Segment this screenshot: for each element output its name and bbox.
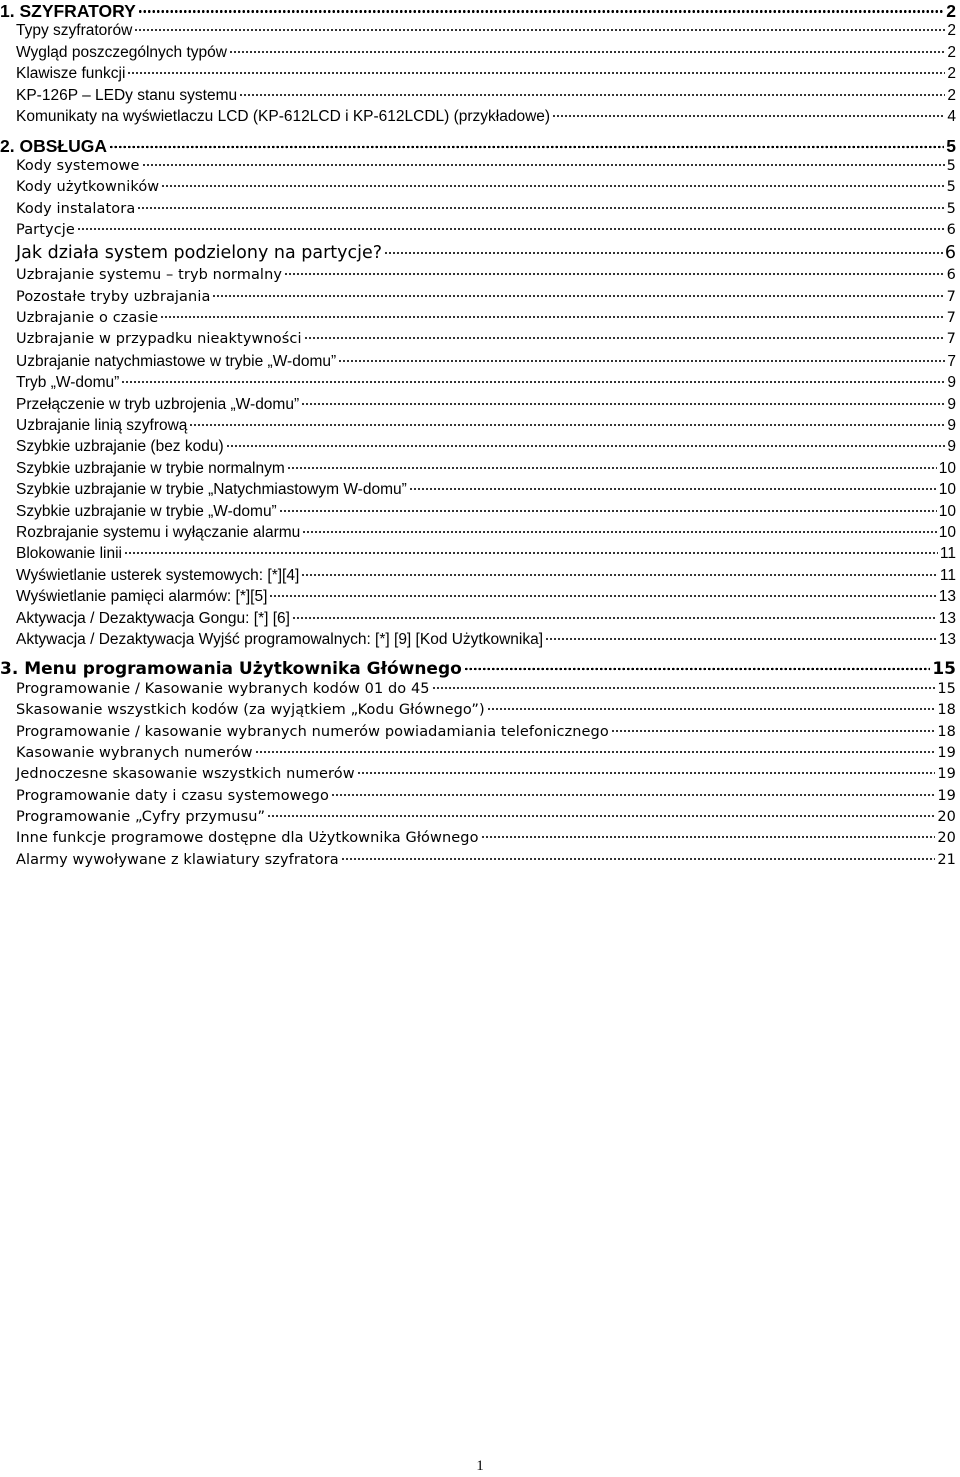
toc-entry-title: Programowanie daty i czasu systemowego — [16, 787, 329, 804]
toc-entry-title: Programowanie / kasowanie wybranych numerów powiadamiania telefonicznego — [16, 723, 609, 740]
toc-entry[interactable] — [0, 766, 958, 787]
toc-entry[interactable] — [0, 267, 958, 288]
toc-entry-title: Rozbrajanie systemu i wyłączanie alarmu — [16, 523, 301, 541]
toc-entry[interactable] — [0, 830, 958, 851]
toc-entry[interactable] — [0, 588, 958, 609]
toc-entry[interactable] — [0, 724, 958, 745]
toc-entry-title: Pozostałe tryby uzbrajania — [16, 288, 211, 305]
toc-entry-title: 2. OBSŁUGA — [0, 136, 107, 157]
dot-leader — [121, 380, 945, 384]
dot-leader — [161, 184, 944, 188]
toc-entry-title: Aktywacja / Dezaktywacja Wyjść programowalnych: [*] [9] [Kod Użytkownika] — [16, 630, 544, 648]
dot-leader — [284, 272, 945, 276]
toc-entry[interactable] — [0, 788, 958, 809]
toc-entry-title: Wyświetlanie pamięci alarmów: [*][5] — [16, 588, 268, 606]
dot-leader — [301, 573, 938, 577]
toc-page-number: 18 — [937, 723, 956, 740]
toc-page-number: 2 — [947, 86, 956, 104]
dot-leader — [331, 793, 935, 797]
dot-leader — [287, 466, 937, 470]
toc-entry-title: Skasowanie wszystkich kodów (za wyjątkiem „Kodu Głównego”) — [16, 702, 485, 719]
toc-entry-title: Szybkie uzbrajanie w trybie „Natychmiastowym W-domu” — [16, 481, 407, 499]
dot-leader — [301, 402, 945, 406]
toc-entry-title: Inne funkcje programowe dostępne dla Użytkownika Głównego — [16, 830, 479, 847]
toc-entry[interactable] — [0, 243, 958, 267]
dot-leader — [229, 50, 945, 54]
toc-page-number: 5 — [946, 157, 956, 174]
toc-entry[interactable] — [0, 44, 958, 65]
toc-entry[interactable] — [0, 809, 958, 830]
toc-page-number: 7 — [946, 288, 956, 305]
toc-entry[interactable] — [0, 852, 958, 873]
dot-leader — [384, 251, 943, 255]
toc-page-number: 10 — [938, 481, 956, 499]
toc-page-number: 9 — [947, 417, 956, 435]
toc-entry[interactable] — [0, 331, 958, 352]
toc-entry-title: Jednoczesne skasowanie wszystkich numerów — [16, 766, 355, 783]
dot-leader — [142, 163, 945, 167]
toc-entry-title: Jak działa system podzielony na partycje? — [16, 243, 383, 264]
dot-leader — [292, 616, 937, 620]
dot-leader — [269, 594, 936, 598]
toc-entry[interactable] — [0, 567, 958, 588]
toc-page-number: 21 — [937, 851, 956, 868]
dot-leader — [160, 315, 944, 319]
toc-entry[interactable] — [0, 310, 958, 331]
toc-entry-title: Tryb „W-domu” — [16, 374, 120, 392]
toc-entry-title: Programowanie / Kasowanie wybranych kodów 01 do 45 — [16, 680, 430, 697]
toc-entry[interactable] — [0, 610, 958, 631]
toc-entry-title: KP-126P – LEDy stanu systemu — [16, 86, 238, 104]
page-number-footer: 1 — [476, 1458, 484, 1474]
toc-entry[interactable] — [0, 158, 958, 179]
toc-page-number: 9 — [947, 374, 956, 392]
dot-leader — [341, 857, 936, 861]
toc-page-number: 10 — [938, 523, 956, 541]
dot-leader — [127, 71, 945, 75]
toc-entry-title: Partycje — [16, 221, 75, 238]
toc-page-number: 2 — [947, 65, 956, 83]
toc-entry[interactable] — [0, 545, 958, 566]
toc-section-heading[interactable] — [0, 136, 958, 157]
dot-leader — [109, 144, 944, 149]
toc-page-number: 7 — [946, 331, 956, 348]
dot-leader — [124, 551, 938, 555]
toc-entry-title: Blokowanie linii — [16, 545, 122, 563]
toc-entry-title: Uzbrajanie systemu – tryb normalny — [16, 267, 283, 284]
toc-entry-title: Uzbrajanie linią szyfrową — [16, 417, 188, 435]
toc-entry-title: Wygląd poszczególnych typów — [16, 43, 227, 61]
toc-entry-title: Szybkie uzbrajanie w trybie „W-domu” — [16, 502, 277, 520]
dot-leader — [239, 93, 945, 97]
dot-leader — [432, 686, 936, 690]
toc-entry[interactable] — [0, 289, 958, 310]
toc-entry[interactable] — [0, 87, 958, 108]
dot-leader — [338, 359, 945, 363]
toc-entry[interactable] — [0, 524, 958, 545]
toc-page-number: 6 — [944, 243, 956, 264]
dot-leader — [304, 336, 945, 340]
toc-page-number: 5 — [946, 200, 956, 217]
dot-leader — [226, 444, 946, 448]
toc-page-number: 19 — [937, 766, 956, 783]
toc-entry-title: Aktywacja / Dezaktywacja Gongu: [*] [6] — [16, 609, 290, 627]
toc-page-number: 9 — [947, 438, 956, 456]
toc-page-number: 9 — [947, 395, 956, 413]
toc-entry[interactable] — [0, 22, 958, 43]
toc-entry-title: Alarmy wywoływane z klawiatury szyfratora — [16, 851, 339, 868]
toc-page-number: 6 — [946, 221, 956, 238]
toc-entry[interactable] — [0, 374, 958, 395]
toc-entry-title: Przełączenie w tryb uzbrojenia „W-domu” — [16, 395, 300, 413]
dot-leader — [77, 227, 945, 231]
toc-entry-title: Kody systemowe — [16, 157, 140, 174]
toc-entry-title: Szybkie uzbrajanie (bez kodu) — [16, 438, 224, 456]
toc-entry[interactable] — [0, 201, 958, 222]
dot-leader — [137, 206, 944, 210]
toc-entry[interactable] — [0, 396, 958, 417]
toc-page-number: 15 — [937, 680, 956, 697]
toc-page-number: 2 — [946, 1, 956, 21]
toc-page-number: 13 — [938, 588, 956, 606]
toc-entry[interactable] — [0, 745, 958, 766]
toc-entry[interactable] — [0, 481, 958, 502]
toc-entry[interactable] — [0, 179, 958, 200]
toc-entry-title: Komunikaty na wyświetlaczu LCD (KP-612LCD i KP-612LCDL) (przykładowe) — [16, 107, 551, 125]
toc-entry-title: 1. SZYFRATORY — [0, 1, 136, 21]
toc-page-number: 4 — [947, 107, 956, 125]
toc-page-number: 20 — [937, 830, 956, 847]
dot-leader — [279, 509, 937, 513]
dot-leader — [409, 487, 937, 491]
dot-leader — [481, 835, 936, 839]
toc-entry[interactable] — [0, 702, 958, 723]
toc-entry-title: Programowanie „Cyfry przymusu” — [16, 809, 266, 826]
toc-entry-title: Szybkie uzbrajanie w trybie normalnym — [16, 459, 285, 477]
toc-entry-title: Kody instalatora — [16, 200, 136, 217]
toc-page-number: 2 — [947, 22, 956, 40]
dot-leader — [357, 771, 936, 775]
dot-leader — [189, 423, 945, 427]
dot-leader — [464, 666, 931, 671]
dot-leader — [611, 729, 936, 733]
toc-entry-title: 3. Menu programowania Użytkownika Głównego — [0, 659, 462, 680]
toc-entry[interactable] — [0, 353, 958, 374]
toc-entry-title: Typy szyfratorów — [16, 22, 133, 40]
toc-page-number: 5 — [946, 179, 956, 196]
toc-page-number: 2 — [947, 43, 956, 61]
dot-leader — [255, 750, 936, 754]
toc-entry-title: Uzbrajanie o czasie — [16, 310, 159, 327]
toc-entry[interactable] — [0, 417, 958, 438]
toc-entry-title: Wyświetlanie usterek systemowych: [*][4] — [16, 566, 300, 584]
toc-page-number: 10 — [938, 502, 956, 520]
toc-entry[interactable] — [0, 631, 958, 652]
dot-leader — [302, 530, 936, 534]
toc-page-number: 7 — [946, 310, 956, 327]
toc-page-number: 11 — [939, 566, 956, 584]
dot-leader — [134, 28, 945, 32]
toc-page-number: 19 — [937, 744, 956, 761]
dot-leader — [212, 294, 944, 298]
toc-page-number: 15 — [932, 659, 956, 680]
toc-page-number: 10 — [938, 459, 956, 477]
toc-entry-title: Uzbrajanie w przypadku nieaktywności — [16, 331, 302, 348]
toc-section-heading[interactable] — [0, 659, 958, 680]
toc-entry[interactable] — [0, 65, 958, 86]
toc-entry-title: Uzbrajanie natychmiastowe w trybie „W-domu” — [16, 352, 337, 370]
toc-entry[interactable] — [0, 503, 958, 524]
toc-section-heading[interactable] — [0, 1, 958, 22]
toc-entry-title: Kasowanie wybranych numerów — [16, 744, 253, 761]
dot-leader — [552, 114, 945, 118]
dot-leader — [545, 637, 937, 641]
dot-leader — [138, 9, 944, 14]
toc-entry[interactable] — [0, 460, 958, 481]
toc-entry-title: Klawisze funkcji — [16, 65, 126, 83]
toc-page-number: 19 — [937, 787, 956, 804]
toc-entry[interactable] — [0, 108, 958, 129]
toc-page-number: 5 — [946, 136, 956, 157]
toc-page-number: 20 — [937, 809, 956, 826]
toc-page-number: 13 — [938, 630, 956, 648]
toc-entry-title: Kody użytkowników — [16, 179, 160, 196]
table-of-contents — [0, 1, 958, 873]
toc-page-number: 18 — [937, 702, 956, 719]
dot-leader — [487, 707, 936, 711]
toc-entry[interactable] — [0, 438, 958, 459]
toc-page-number: 7 — [947, 352, 956, 370]
toc-entry[interactable] — [0, 222, 958, 243]
toc-entry[interactable] — [0, 681, 958, 702]
toc-page-number: 6 — [946, 267, 956, 284]
toc-page-number: 13 — [938, 609, 956, 627]
toc-page-number: 11 — [939, 545, 956, 563]
dot-leader — [267, 814, 935, 818]
